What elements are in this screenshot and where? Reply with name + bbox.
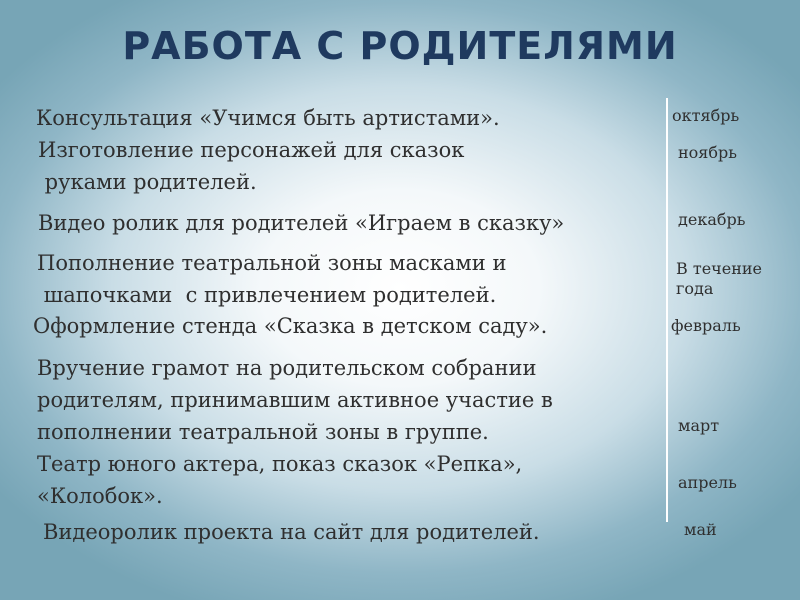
activity-line: шапочками с привлечением родителей. — [37, 283, 497, 307]
slide-title: РАБОТА С РОДИТЕЛЯМИ — [122, 24, 678, 68]
activity-certificates — [37, 352, 553, 448]
activity-line: Пополнение театральной зоны масками и — [37, 251, 507, 275]
month-line: года — [676, 279, 714, 298]
activity-line: Изготовление персонажей для сказок — [38, 138, 465, 162]
month-line: март — [678, 416, 720, 435]
activity-line: Видео ролик для родителей «Играем в сказку» — [38, 211, 565, 235]
activity-line: руками родителей. — [38, 170, 257, 194]
month-line: ноябрь — [678, 143, 737, 162]
activity-line: «Колобок». — [37, 484, 163, 508]
month-october — [672, 106, 739, 126]
activity-line: родителям, принимавшим активное участие в — [37, 388, 553, 412]
month-february — [671, 316, 741, 336]
column-divider — [666, 98, 668, 522]
activity-video-clip — [38, 207, 564, 239]
activity-line: Оформление стенда «Сказка в детском саду». — [33, 314, 548, 338]
month-line: октябрь — [672, 106, 740, 125]
month-may — [684, 520, 717, 540]
month-november — [678, 143, 737, 163]
activity-making-characters — [38, 134, 464, 198]
activity-line: Консультация «Учимся быть артистами». — [36, 106, 500, 130]
month-december — [678, 210, 745, 230]
activity-line: Вручение грамот на родительском собрании — [37, 356, 537, 380]
activity-young-actor-theatre — [37, 448, 522, 512]
activity-theatre-zone — [37, 247, 506, 311]
activity-stand-design — [33, 310, 547, 342]
activity-line: Театр юного актера, показ сказок «Репка», — [37, 452, 523, 476]
month-march — [678, 416, 719, 436]
activity-consultation — [36, 102, 500, 134]
month-line: апрель — [678, 473, 737, 492]
month-line: декабрь — [678, 210, 746, 229]
activity-line: Видеоролик проекта на сайт для родителей. — [43, 520, 540, 544]
activity-project-video — [43, 516, 540, 548]
month-line: В течение — [676, 259, 763, 278]
month-april — [678, 473, 737, 493]
month-during-year — [676, 259, 762, 299]
month-line: февраль — [671, 316, 741, 335]
month-line: май — [684, 520, 717, 539]
activity-line: пополнении театральной зоны в группе. — [37, 420, 489, 444]
